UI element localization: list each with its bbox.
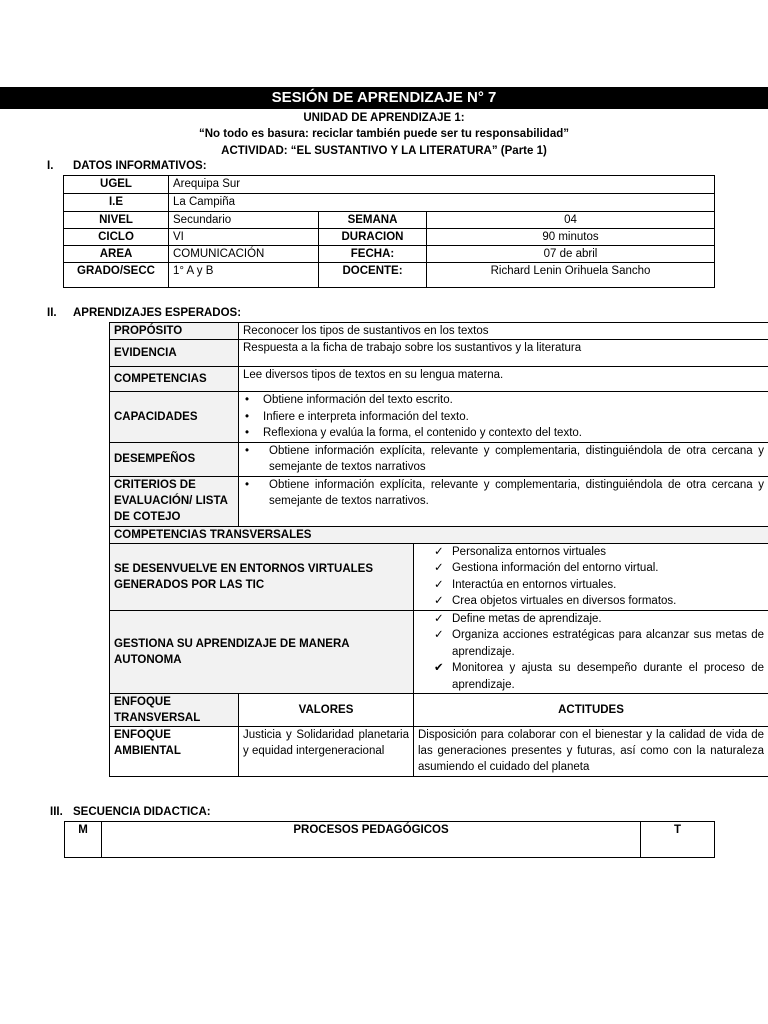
docente-value: Richard Lenin Orihuela Sancho: [427, 263, 715, 288]
list-item: ✓ Gestiona información del entorno virtual.: [432, 560, 764, 577]
docente-label: DOCENTE:: [319, 263, 427, 288]
bullet-icon: •: [245, 394, 250, 406]
check-icon: ✓: [434, 595, 444, 607]
semana-label: SEMANA: [319, 212, 427, 229]
section-3-number: III.: [50, 806, 63, 818]
ciclo-label: CICLO: [64, 229, 169, 246]
area-value: COMUNICACIÓN: [169, 246, 319, 263]
section-1-title: DATOS INFORMATIVOS:: [73, 160, 207, 172]
tic-cell: [414, 543, 768, 610]
bullet-icon: •: [245, 478, 250, 491]
duracion-label: DURACION: [319, 229, 427, 246]
duracion-value: 90 minutos: [427, 229, 715, 246]
bullet-icon: •: [245, 427, 250, 439]
ie-value: La Campiña: [169, 194, 715, 212]
ie-label: I.E: [64, 194, 169, 212]
area-label: AREA: [64, 246, 169, 263]
list-item: • Reflexiona y evalúa la forma, el contenido y contexto del texto.: [243, 425, 764, 442]
capacidades-label: CAPACIDADES: [110, 392, 239, 443]
datos-informativos-table: [63, 175, 715, 288]
unit-title: “No todo es basura: reciclar también puede ser tu responsabilidad”: [198, 128, 569, 140]
section-1-number: I.: [47, 160, 54, 172]
criterios-list: [243, 477, 764, 510]
col-m-header: M: [65, 822, 102, 858]
list-item: ✓ Interactúa en entornos virtuales.: [432, 577, 764, 594]
list-item: • Obtiene información explícita, relevante y complementaria, distinguiéndola de otra cercana y semejante de textos narrativos.: [245, 478, 764, 507]
fecha-value: 07 de abril: [427, 246, 715, 263]
semana-value: 04: [427, 212, 715, 229]
ugel-label: UGEL: [64, 176, 169, 194]
ambiental-actitudes: Disposición para colaborar con el bienestar y la calidad de vida de las generaciones presentes y futuras, así como con la naturaleza asumiendo el cuidado del planeta: [414, 727, 768, 777]
enfoque-ambiental-label: ENFOQUE AMBIENTAL: [110, 727, 239, 777]
fecha-label: FECHA:: [319, 246, 427, 263]
gestiona-competencia-label: GESTIONA SU APRENDIZAJE DE MANERA AUTONOMA: [110, 610, 414, 694]
proposito-label: PROPÓSITO: [110, 323, 239, 340]
valores-header: VALORES: [239, 694, 414, 727]
unit-heading: UNIDAD DE APRENDIZAJE 1:: [303, 112, 465, 124]
evidencia-label: EVIDENCIA: [110, 340, 239, 367]
transversales-heading: COMPETENCIAS TRANSVERSALES: [110, 526, 768, 543]
gestiona-cell: [414, 610, 768, 694]
aprendizajes-table: [109, 322, 768, 777]
secuencia-didactica-table: [64, 821, 715, 858]
tic-list: [432, 544, 764, 610]
list-item: ✔ Monitorea y ajusta su desempeño durante el proceso de aprendizaje.: [434, 662, 764, 691]
bullet-icon: •: [245, 444, 250, 457]
check-icon: ✓: [434, 629, 444, 641]
grado-label: GRADO/SECC: [64, 263, 169, 288]
check-icon: ✓: [434, 612, 444, 625]
check-icon: ✔: [434, 662, 444, 674]
actitudes-header: ACTITUDES: [414, 694, 768, 727]
capacidades-list: [243, 392, 764, 442]
gestiona-list: [432, 611, 764, 694]
check-icon: ✓: [434, 545, 444, 558]
col-t-header: T: [641, 822, 715, 858]
competencias-label: COMPETENCIAS: [110, 367, 239, 392]
capacidades-cell: [239, 392, 768, 443]
grado-value: 1° A y B: [169, 263, 319, 288]
section-2-title: APRENDIZAJES ESPERADOS:: [73, 307, 242, 319]
nivel-value: Secundario: [169, 212, 319, 229]
bullet-icon: •: [245, 410, 250, 423]
evidencia-value: Respuesta a la ficha de trabajo sobre los sustantivos y la literatura: [239, 340, 768, 367]
page-title: SESIÓN DE APRENDIZAJE N° 7: [0, 87, 768, 109]
col-procesos-header: PROCESOS PEDAGÓGICOS: [102, 822, 641, 858]
desempenos-list: [243, 443, 764, 476]
ciclo-value: VI: [169, 229, 319, 246]
list-item: • Infiere e interpreta información del texto.: [243, 409, 764, 426]
check-icon: ✓: [434, 562, 444, 574]
section-3-title: SECUENCIA DIDACTICA:: [73, 806, 211, 818]
list-item: ✓ Personaliza entornos virtuales: [432, 544, 764, 561]
desempenos-label: DESEMPEÑOS: [110, 442, 239, 476]
list-item: ✓ Crea objetos virtuales en diversos formatos.: [432, 593, 764, 610]
desempenos-cell: [239, 442, 768, 476]
list-item: • Obtiene información explícita, relevante y complementaria, distinguiéndola de otra cercana y semejante de textos narrativos: [245, 444, 764, 473]
list-item: ✓ Define metas de aprendizaje.: [432, 611, 764, 628]
list-item: ✓ Organiza acciones estratégicas para alcanzar sus metas de aprendizaje.: [434, 629, 764, 658]
tic-competencia-label: SE DESENVUELVE EN ENTORNOS VIRTUALES GENERADOS POR LAS TIC: [110, 543, 414, 610]
enfoque-transversal-label: ENFOQUE TRANSVERSAL: [110, 694, 239, 727]
proposito-value: Reconocer los tipos de sustantivos en los textos: [239, 323, 768, 340]
activity-heading: ACTIVIDAD: “EL SUSTANTIVO Y LA LITERATURA” (Parte 1): [221, 145, 547, 157]
check-icon: ✓: [434, 578, 444, 591]
ambiental-valores: Justicia y Solidaridad planetaria y equidad intergeneracional: [239, 727, 414, 777]
list-item: • Obtiene información del texto escrito.: [243, 392, 764, 409]
competencias-value: Lee diversos tipos de textos en su lengua materna.: [239, 367, 768, 392]
nivel-label: NIVEL: [64, 212, 169, 229]
section-2-number: II.: [47, 307, 57, 319]
criterios-label: CRITERIOS DE EVALUACIÓN/ LISTA DE COTEJO: [110, 476, 239, 526]
ugel-value: Arequipa Sur: [169, 176, 715, 194]
criterios-cell: [239, 476, 768, 526]
